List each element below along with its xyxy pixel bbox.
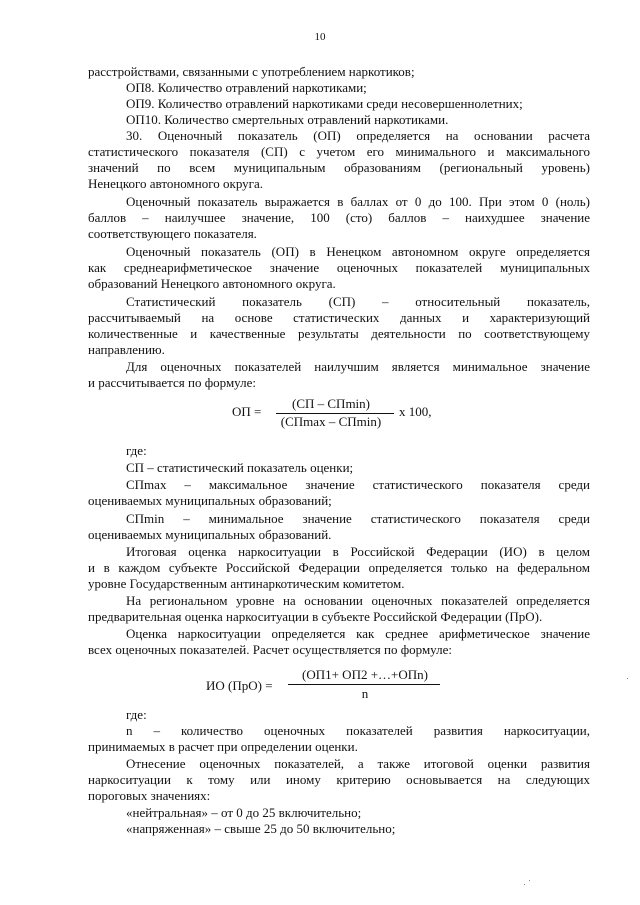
text-line: и в каждом субъекте Российской Федерации определяется только на федеральном <box>88 560 590 575</box>
text-line: СП – статистический показатель оценки; <box>126 460 354 475</box>
text-line: ОП10. Количество смертельных отравлений наркотиками. <box>126 112 449 127</box>
text-line: уровне Государственным антинаркотическим комитетом. <box>88 576 405 591</box>
text-line: как среднеарифметическое значение оценочных показателей муниципальных <box>88 260 590 275</box>
text-line: «напряженная» – свыше 25 до 50 включительно; <box>126 821 396 836</box>
text-line: пороговых значениях: <box>88 788 211 803</box>
text-line: всех оценочных показателей. Расчет осуществляется по формуле: <box>88 642 452 657</box>
text-line: баллов – наилучшее значение, 100 (сто) баллов – наихудшее значение <box>88 210 590 225</box>
text-line: и рассчитывается по формуле: <box>88 375 256 390</box>
formula-io-numerator: (ОП1+ ОП2 +…+ОПn) <box>302 667 428 682</box>
text-line: Ненецкого автономного округа. <box>88 176 263 191</box>
formula-io-denominator: n <box>361 686 369 701</box>
text-line: количественные и качественные результаты деятельности по соответствующему <box>88 326 590 341</box>
text-line: ОП9. Количество отравлений наркотиками среди несовершеннолетних; <box>126 96 523 111</box>
text-line: оцениваемых муниципальных образований; <box>88 493 332 508</box>
text-line: статистического показателя (СП) с учетом его минимального и максимального <box>88 144 590 159</box>
formula-io-lhs: ИО (ПрО) = <box>206 678 273 693</box>
text-line: Оценка наркоситуации определяется как среднее арифметическое значение <box>126 626 590 641</box>
scan-speck <box>524 884 525 885</box>
page-number: 10 <box>314 31 326 43</box>
text-line: n – количество оценочных показателей развития наркоситуации, <box>126 723 590 738</box>
text-line: 30. Оценочный показатель (ОП) определяется на основании расчета <box>126 128 590 143</box>
text-line: Итоговая оценка наркоситуации в Российской Федерации (ИО) в целом <box>126 544 590 559</box>
formula-op-multiplier: x 100, <box>399 404 432 419</box>
text-line: Для оценочных показателей наилучшим является минимальное значение <box>126 359 590 374</box>
text-line: оцениваемых муниципальных образований. <box>88 527 332 542</box>
text-line: Статистический показатель (СП) – относительный показатель, <box>126 294 590 309</box>
text-line: Оценочный показатель выражается в баллах от 0 до 100. При этом 0 (ноль) <box>126 194 590 209</box>
text-line: На региональном уровне на основании оценочных показателей определяется <box>126 593 590 608</box>
scan-speck <box>529 880 530 881</box>
scan-speck <box>627 678 628 679</box>
formula-op-numerator: (СП – СПmin) <box>292 396 370 411</box>
text-line: принимаемых в расчет при определении оценки. <box>88 739 358 754</box>
text-line: расстройствами, связанными с употреблением наркотиков; <box>88 64 415 79</box>
text-line: Оценочный показатель (ОП) в Ненецком автономном округе определяется <box>126 244 590 259</box>
text-line: наркоситуации к тому или иному критерию основывается на следующих <box>88 772 590 787</box>
text-line: где: <box>126 443 147 458</box>
text-line: образований Ненецкого автономного округа. <box>88 276 336 291</box>
formula-op-denominator: (СПmax – СПmin) <box>280 414 382 429</box>
text-line: СПmax – максимальное значение статистического показателя среди <box>126 477 590 492</box>
text-line: соответствующего показателя. <box>88 226 257 241</box>
text-line: Отнесение оценочных показателей, а также итоговой оценки развития <box>126 756 590 771</box>
text-line: где: <box>126 707 147 722</box>
text-line: предварительная оценка наркоситуации в субъекте Российской Федерации (ПрО). <box>88 609 543 624</box>
text-line: СПmin – минимальное значение статистического показателя среди <box>126 511 590 526</box>
text-line: «нейтральная» – от 0 до 25 включительно; <box>126 805 362 820</box>
text-line: ОП8. Количество отравлений наркотиками; <box>126 80 367 95</box>
text-line: значений по всем муниципальным образованиям (региональный уровень) <box>88 160 590 175</box>
text-line: направлению. <box>88 342 165 357</box>
formula-io-fraction-bar <box>288 684 440 685</box>
formula-op-lhs: ОП = <box>232 404 262 419</box>
text-line: рассчитываемый на основе статистических данных и характеризующий <box>88 310 590 325</box>
